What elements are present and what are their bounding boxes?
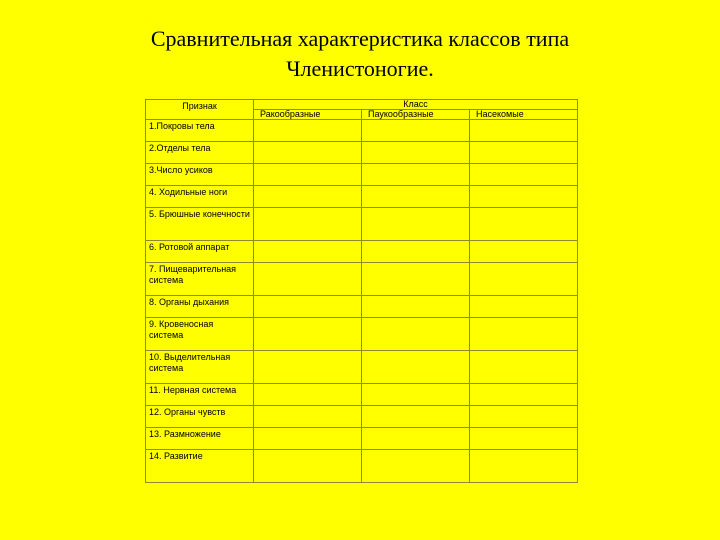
empty-answer-cell (470, 428, 578, 450)
title-line-2: Членистоногие. (286, 56, 434, 81)
empty-answer-cell (362, 186, 470, 208)
row-feature-label: 7. Пищеварительная система (146, 263, 254, 296)
empty-answer-cell (362, 142, 470, 164)
table-row (146, 351, 578, 384)
row-feature-label: 6. Ротовой аппарат (146, 241, 254, 263)
empty-answer-cell (470, 186, 578, 208)
empty-answer-cell (254, 142, 362, 164)
table-row (146, 263, 578, 296)
table-row (146, 142, 578, 164)
table-row (146, 318, 578, 351)
row-feature-label: 12. Органы чувств (146, 406, 254, 428)
table-row (146, 428, 578, 450)
empty-answer-cell (254, 384, 362, 406)
empty-answer-cell (470, 318, 578, 351)
table-row (146, 450, 578, 483)
empty-answer-cell (254, 186, 362, 208)
row-feature-label: 14. Развитие (146, 450, 254, 483)
empty-answer-cell (470, 241, 578, 263)
row-feature-label: 5. Брюшные конечности (146, 208, 254, 241)
table-row (146, 384, 578, 406)
empty-answer-cell (470, 351, 578, 384)
empty-answer-cell (362, 120, 470, 142)
empty-answer-cell (254, 351, 362, 384)
empty-answer-cell (362, 428, 470, 450)
row-feature-label: 2.Отделы тела (146, 142, 254, 164)
row-feature-label: 3.Число усиков (146, 164, 254, 186)
empty-answer-cell (254, 263, 362, 296)
empty-answer-cell (470, 263, 578, 296)
empty-answer-cell (470, 296, 578, 318)
empty-answer-cell (254, 241, 362, 263)
table-body (146, 120, 578, 483)
table-row (146, 186, 578, 208)
slide-title (0, 24, 720, 84)
row-feature-label: 11. Нервная система (146, 384, 254, 406)
empty-answer-cell (470, 120, 578, 142)
table-row (146, 406, 578, 428)
empty-answer-cell (470, 450, 578, 483)
title-line-1: Сравнительная характеристика классов типа (150, 26, 570, 51)
row-feature-label: 1.Покровы тела (146, 120, 254, 142)
empty-answer-cell (362, 406, 470, 428)
empty-answer-cell (470, 164, 578, 186)
empty-answer-cell (362, 208, 470, 241)
row-feature-label: 13. Размножение (146, 428, 254, 450)
empty-answer-cell (470, 208, 578, 241)
empty-answer-cell (254, 120, 362, 142)
comparison-table (145, 99, 578, 483)
class-group-header: Класс (254, 100, 578, 110)
empty-answer-cell (362, 384, 470, 406)
empty-answer-cell (470, 142, 578, 164)
empty-answer-cell (254, 164, 362, 186)
empty-answer-cell (254, 318, 362, 351)
empty-answer-cell (362, 241, 470, 263)
empty-answer-cell (254, 450, 362, 483)
empty-answer-cell (254, 296, 362, 318)
table-row (146, 164, 578, 186)
row-feature-label: 4. Ходильные ноги (146, 186, 254, 208)
empty-answer-cell (362, 164, 470, 186)
empty-answer-cell (362, 263, 470, 296)
class-header-insects: Насекомые (470, 110, 578, 120)
empty-answer-cell (362, 296, 470, 318)
empty-answer-cell (254, 406, 362, 428)
empty-answer-cell (362, 351, 470, 384)
row-feature-label: 10. Выделительная система (146, 351, 254, 384)
empty-answer-cell (254, 208, 362, 241)
empty-answer-cell (362, 450, 470, 483)
empty-answer-cell (362, 318, 470, 351)
class-header-crustaceans: Ракообразные (254, 110, 362, 120)
class-header-arachnids: Паукообразные (362, 110, 470, 120)
row-feature-label: 8. Органы дыхания (146, 296, 254, 318)
table-row (146, 241, 578, 263)
table-row (146, 208, 578, 241)
empty-answer-cell (470, 406, 578, 428)
table-row (146, 120, 578, 142)
feature-column-header: Признак (146, 100, 254, 120)
row-feature-label: 9. Кровеносная система (146, 318, 254, 351)
table-row (146, 296, 578, 318)
empty-answer-cell (254, 428, 362, 450)
empty-answer-cell (470, 384, 578, 406)
